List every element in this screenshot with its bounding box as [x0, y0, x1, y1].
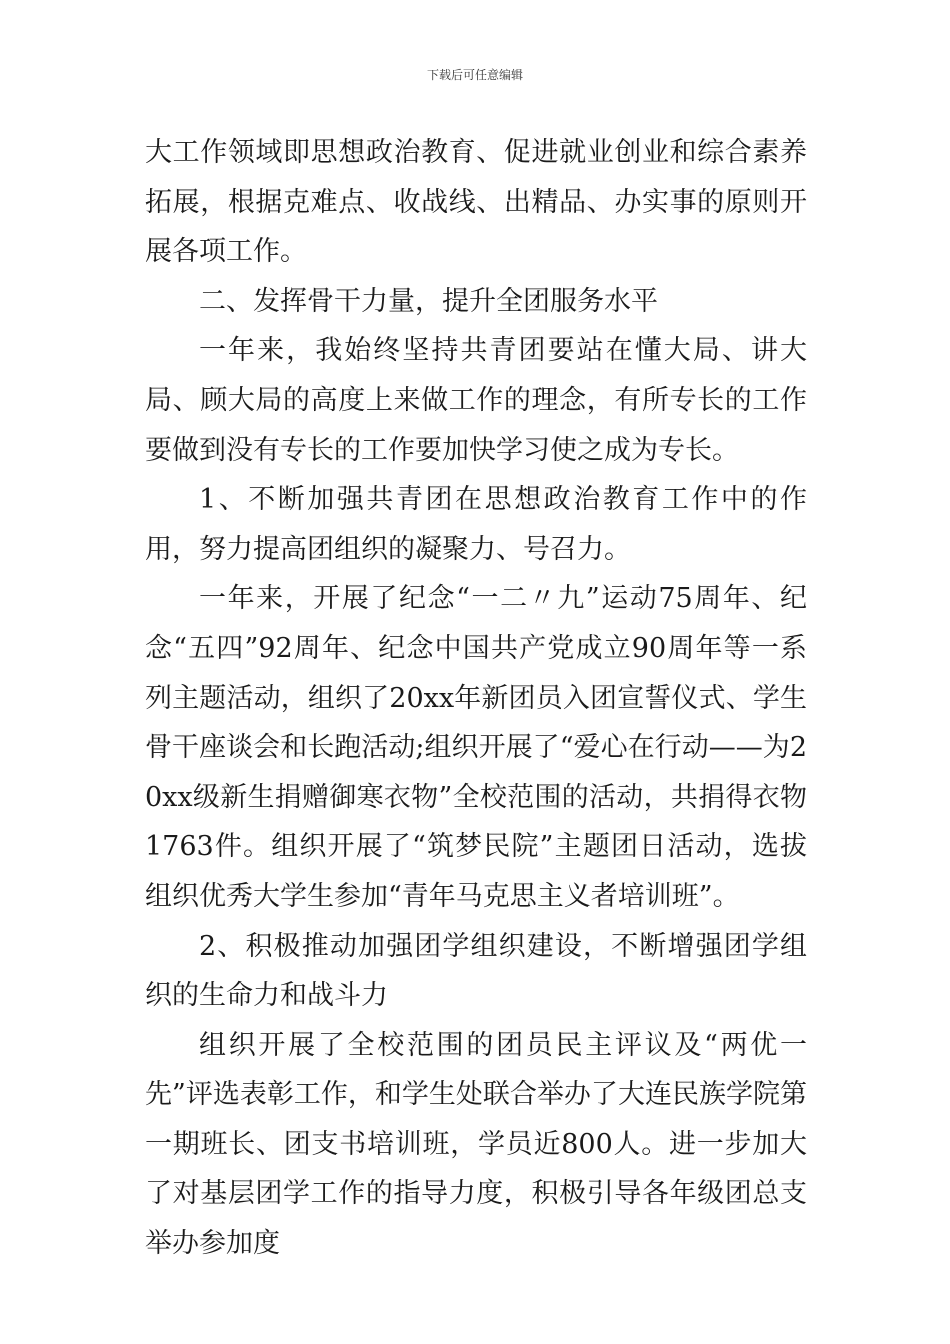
subheading-2: 2、积极推动加强团学组织建设，不断增强团学组织的生命力和战斗力	[145, 930, 807, 1012]
paragraph-5: 一年来，开展了纪念“一二〃九”运动75周年、纪念“五四”92周年、纪念中国共产党成立90周年等一系列主题活动，组织了20xx年新团员入团宣誓仪式、学生骨干座谈会和长跑活动;组织开展了“爱心在行动——为20xx级新生捐赠御寒衣物”全校范围的活动，共捐得衣物1763件。组织开展了“筑梦民院”主题团日活动，选拔组织优秀大学生参加“青年马克思主义者培训班”。	[145, 583, 807, 912]
paragraph-3: 一年来，我始终坚持共青团要站在懂大局、讲大局、顾大局的高度上来做工作的理念，有所专长的工作要做到没有专长的工作要加快学习使之成为专长。	[145, 335, 807, 466]
paragraph-7: 组织开展了全校范围的团员民主评议及“两优一先”评选表彰工作，和学生处联合举办了大连民族学院第一期班长、团支书培训班，学员近800人。进一步加大了对基层团学工作的指导力度，积极引导各年级团总支举办参加度	[145, 1029, 807, 1260]
subheading-1: 1、不断加强共青团在思想政治教育工作中的作用，努力提高团组织的凝聚力、号召力。	[145, 484, 807, 565]
paragraph-1: 大工作领域即思想政治教育、促进就业创业和综合素养拓展，根据克难点、收战线、出精品、办实事的原则开展各项工作。	[145, 137, 807, 268]
document-body	[145, 128, 807, 1269]
section-heading-2: 二、发挥骨干力量，提升全团服务水平	[199, 285, 658, 317]
page-header: 下载后可任意编辑	[426, 68, 523, 82]
